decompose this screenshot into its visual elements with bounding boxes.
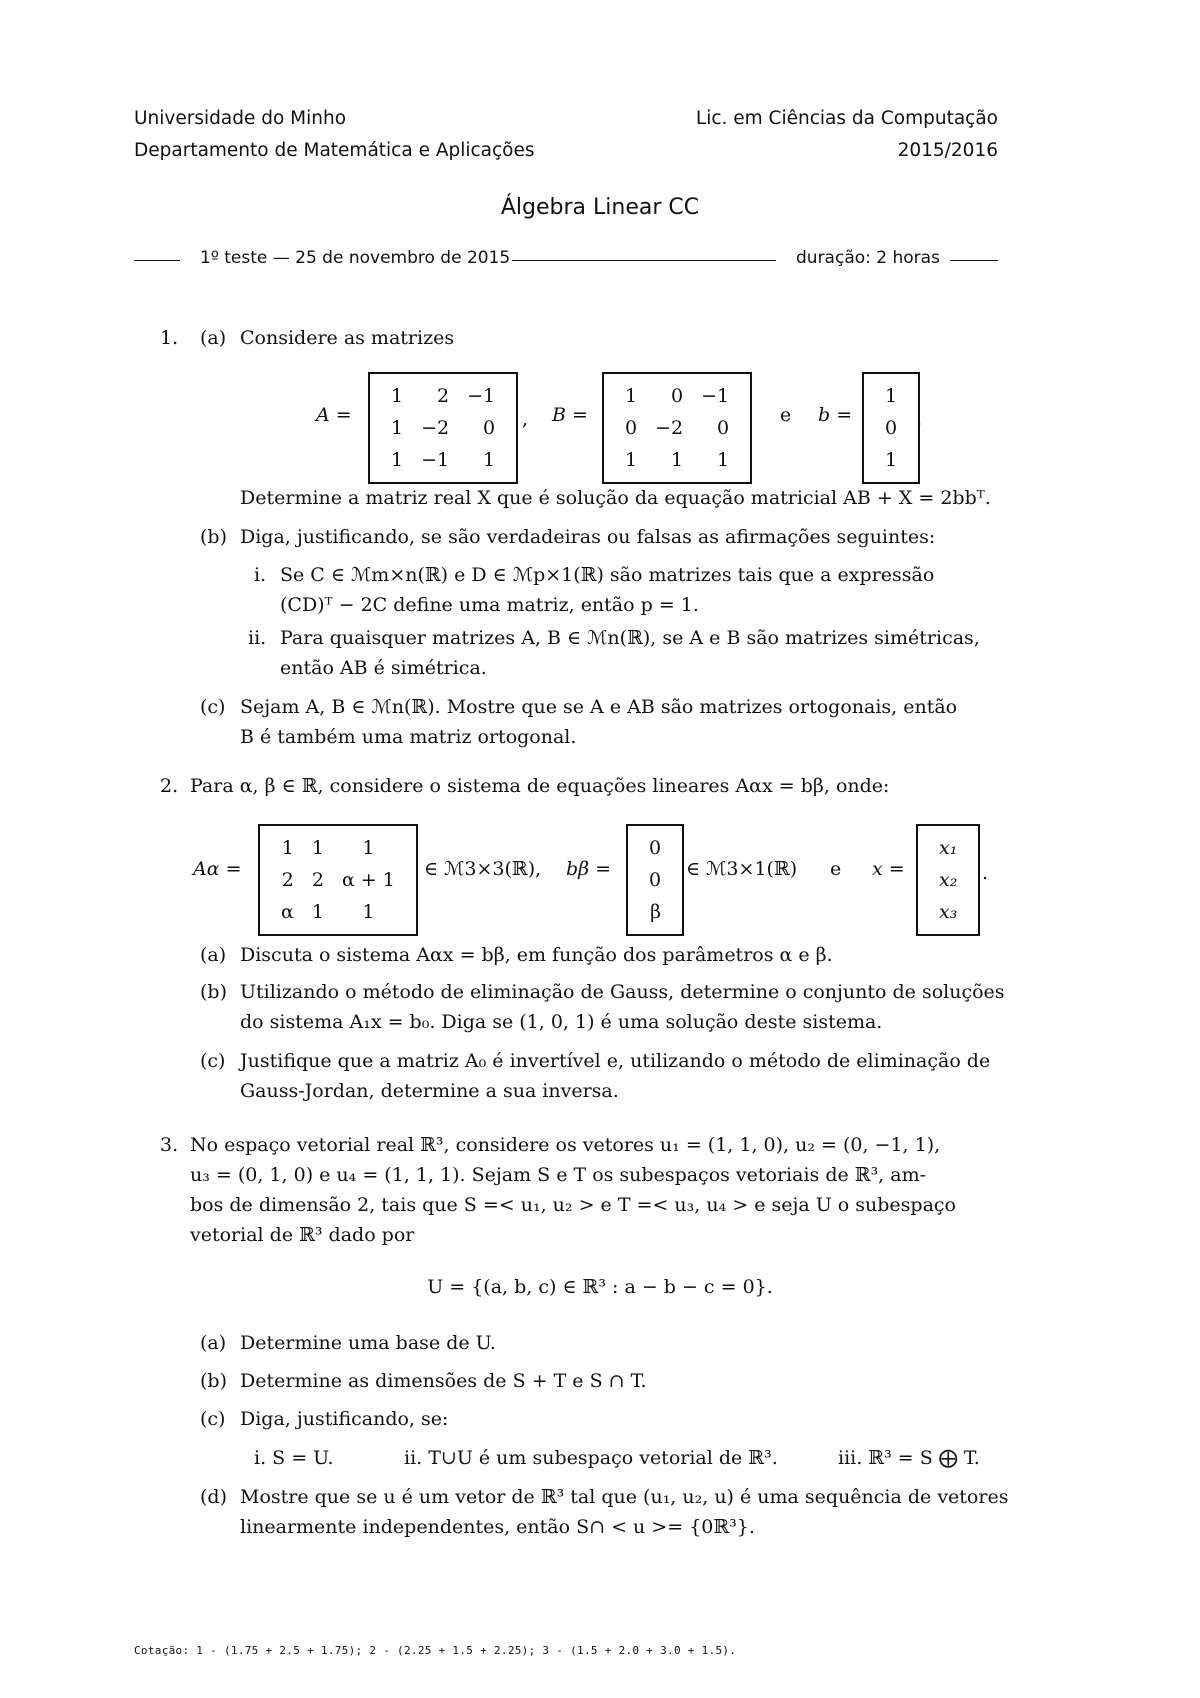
q1b-label: (b) — [200, 526, 227, 548]
q1c-line2: B é também uma matriz ortogonal. — [240, 726, 577, 748]
q3a-label: (a) — [200, 1332, 227, 1354]
conjunction-e: e — [780, 404, 792, 426]
vector-x: x₁ x₂ x₃ — [916, 824, 980, 936]
q2a-text: Discuta o sistema Aαx = bβ, em função dos parâmetros α e β. — [240, 944, 833, 966]
q3-line4: vetorial de ℝ³ dado por — [190, 1224, 415, 1246]
q2a-label: (a) — [200, 944, 227, 966]
q1a-task: Determine a matriz real X que é solução da equação matricial AB + X = 2bbᵀ. — [240, 487, 991, 509]
grading-footer: Cotação: 1 - (1.75 + 2.5 + 1.75); 2 - (2.25 + 1.5 + 2.25); 3 - (1.5 + 2.0 + 3.0 + 1.5). — [134, 1644, 737, 1657]
vector-bbeta: 0 0 β — [626, 824, 684, 936]
header-rule-middle — [512, 260, 776, 261]
q3b-label: (b) — [200, 1370, 227, 1392]
department-name: Departamento de Matemática e Aplicações — [134, 140, 535, 161]
q3d-line1: Mostre que se u é um vetor de ℝ³ tal que (u₁, u₂, u) é uma sequência de vetores — [240, 1486, 1009, 1508]
q3c-iii: iii. ℝ³ = S ⨁ T. — [838, 1447, 980, 1469]
q3-line1: No espaço vetorial real ℝ³, considere os vetores u₁ = (1, 1, 0), u₂ = (0, −1, 1), — [190, 1134, 941, 1156]
vector-bbeta-label: bβ = — [566, 858, 612, 880]
vector-b: 1 0 1 — [862, 372, 920, 484]
q2c-line2: Gauss-Jordan, determine a sua inversa. — [240, 1080, 619, 1102]
q2-intro: Para α, β ∈ ℝ, considere o sistema de equações lineares Aαx = bβ, onde: — [190, 775, 890, 797]
subject-title: Álgebra Linear CC — [500, 195, 700, 220]
matrix-A-label: A = — [316, 404, 352, 426]
q3b-text: Determine as dimensões de S + T e S ∩ T. — [240, 1370, 647, 1392]
q1a-label: (a) — [200, 327, 227, 349]
q1b-ii-line1: Para quaisquer matrizes A, B ∈ ℳn(ℝ), se A e B são matrizes simétricas, — [280, 627, 980, 649]
q3a-text: Determine uma base de U. — [240, 1332, 496, 1354]
conjunction-e-2: e — [830, 858, 842, 880]
q3d-line2: linearmente independentes, então S∩ < u >= {0ℝ³}. — [240, 1516, 755, 1538]
q3c-ii: ii. T∪U é um subespaço vetorial de ℝ³. — [404, 1447, 778, 1469]
q2b-line2: do sistema A₁x = b₀. Diga se (1, 0, 1) é uma solução deste sistema. — [240, 1011, 883, 1033]
academic-year: 2015/2016 — [897, 140, 998, 161]
test-duration: duração: 2 horas — [796, 248, 940, 268]
matrix-Aalpha: 1 1 1 2 2 α + 1 α 1 1 — [258, 824, 418, 936]
membership-3x1: ∈ ℳ3×1(ℝ) — [686, 858, 798, 880]
q3-line3: bos de dimensão 2, tais que S =< u₁, u₂ > e T =< u₃, u₄ > e seja U o subespaço — [190, 1194, 956, 1216]
q2c-line1: Justifique que a matriz A₀ é invertível e, utilizando o método de eliminação de — [240, 1050, 991, 1072]
q3c-i: i. S = U. — [254, 1447, 334, 1469]
header-rule-right — [950, 260, 998, 261]
subspace-U-definition: U = {(a, b, c) ∈ ℝ³ : a − b − c = 0}. — [427, 1276, 773, 1298]
q3-number: 3. — [160, 1134, 179, 1156]
q3d-label: (d) — [200, 1486, 227, 1508]
q1b-intro: Diga, justificando, se são verdadeiras ou falsas as afirmações seguintes: — [240, 526, 936, 548]
q3c-label: (c) — [200, 1408, 226, 1430]
q1a-intro: Considere as matrizes — [240, 327, 455, 349]
q1c-label: (c) — [200, 696, 226, 718]
matrix-B: 1 0 −1 0 −2 0 1 1 1 — [602, 372, 752, 484]
vector-b-label: b = — [818, 404, 853, 426]
matrix-Aalpha-label: Aα = — [193, 858, 242, 880]
q2b-line1: Utilizando o método de eliminação de Gauss, determine o conjunto de soluções — [240, 981, 1005, 1003]
q3-line2: u₃ = (0, 1, 0) e u₄ = (1, 1, 1). Sejam S e T os subespaços vetoriais de ℝ³, am- — [190, 1164, 927, 1186]
q3c-text: Diga, justificando, se: — [240, 1408, 449, 1430]
q2-number: 2. — [160, 775, 179, 797]
header-rule-left — [134, 260, 180, 261]
test-info: 1º teste — 25 de novembro de 2015 — [200, 248, 511, 268]
q1b-i-line1: Se C ∈ ℳm×n(ℝ) e D ∈ ℳp×1(ℝ) são matrizes tais que a expressão — [280, 564, 935, 586]
matrix-period: . — [916, 408, 923, 430]
q2c-label: (c) — [200, 1050, 226, 1072]
q1b-i-label: i. — [254, 564, 267, 586]
matrix-B-label: B = — [552, 404, 588, 426]
q1c-line1: Sejam A, B ∈ ℳn(ℝ). Mostre que se A e AB são matrizes ortogonais, então — [240, 696, 958, 718]
membership-3x3: ∈ ℳ3×3(ℝ), — [424, 858, 542, 880]
vector-x-label: x = — [872, 858, 905, 880]
q1b-i-line2: (CD)ᵀ − 2C define uma matriz, então p = 1. — [280, 594, 699, 616]
university-name: Universidade do Minho — [134, 108, 347, 129]
q1-number: 1. — [160, 327, 179, 349]
course-name: Lic. em Ciências da Computação — [695, 108, 998, 129]
matrix-period-2: . — [982, 862, 989, 884]
matrix-A: 1 2 −1 1 −2 0 1 −1 1 — [368, 372, 518, 484]
q1b-ii-line2: então AB é simétrica. — [280, 657, 487, 679]
q2b-label: (b) — [200, 981, 227, 1003]
matrix-separator: , — [522, 408, 529, 430]
q1b-ii-label: ii. — [248, 627, 267, 649]
